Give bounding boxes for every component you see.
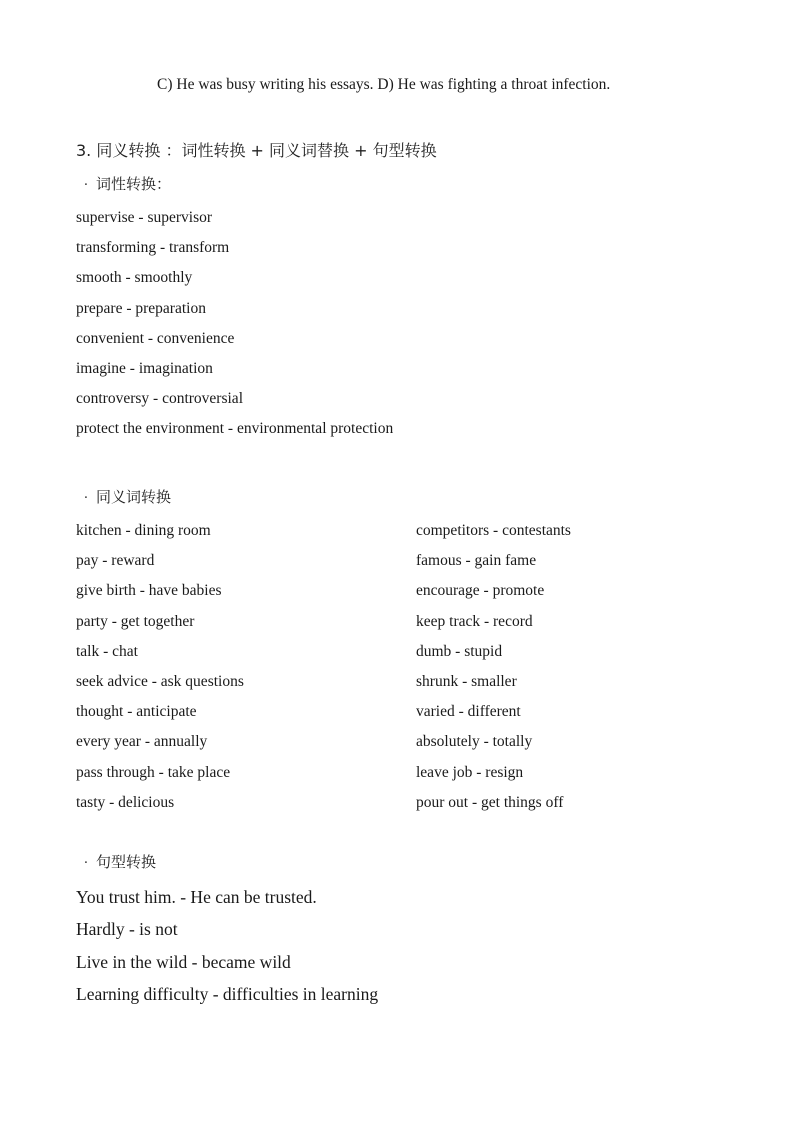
list-item: competitors - contestants <box>416 522 571 539</box>
sentence-patterns-list <box>76 881 378 1010</box>
list-item: thought - anticipate <box>76 703 197 721</box>
list-item: kitchen - dining room <box>76 522 211 539</box>
list-item: famous - gain fame <box>416 552 537 570</box>
list-item: imagine - imagination <box>76 359 213 377</box>
list-item: encourage - promote <box>416 582 545 600</box>
sentence-patterns-heading-label: 句型转换 <box>96 853 157 871</box>
synonyms-left-column <box>76 516 244 818</box>
list-item: Learning difficulty - difficulties in learning <box>76 983 379 1004</box>
list-item: prepare - preparation <box>76 299 206 317</box>
section-heading: 3. 同义转换 ：词性转换 + 同义词替换 + 句型转换 <box>76 141 437 160</box>
list-item: shrunk - smaller <box>416 672 517 690</box>
list-item: talk - chat <box>76 642 138 660</box>
synonyms-right-column <box>416 516 571 818</box>
list-item: transforming - transform <box>76 239 230 257</box>
synonyms-heading <box>76 486 171 507</box>
list-item: controversy - controversial <box>76 390 243 408</box>
part-of-speech-heading <box>76 173 171 194</box>
list-item: varied - different <box>416 703 521 721</box>
list-item: every year - annually <box>76 733 208 751</box>
list-item: pass through - take place <box>76 763 231 781</box>
list-item: give birth - have babies <box>76 582 222 600</box>
list-item: absolutely - totally <box>416 733 533 751</box>
bullet-icon: · <box>83 178 89 193</box>
list-item: pay - reward <box>76 552 155 570</box>
list-item: dumb - stupid <box>416 642 503 660</box>
list-item: Live in the wild - became wild <box>76 951 291 972</box>
bullet-icon: · <box>83 856 89 871</box>
list-item: Hardly - is not <box>76 919 178 940</box>
sentence-patterns-heading <box>76 851 156 872</box>
list-item: supervise - supervisor <box>76 209 213 226</box>
list-item: tasty - delicious <box>76 793 175 811</box>
list-item: You trust him. - He can be trusted. <box>76 887 317 907</box>
synonyms-heading-label: 同义词转换 <box>96 488 172 506</box>
list-item: party - get together <box>76 612 195 630</box>
list-item: seek advice - ask questions <box>76 672 244 690</box>
list-item: pour out - get things off <box>416 793 564 811</box>
list-item: leave job - resign <box>416 763 524 781</box>
list-item: convenient - convenience <box>76 329 235 347</box>
part-of-speech-heading-label: 词性转换： <box>96 175 172 193</box>
bullet-icon: · <box>83 491 89 506</box>
answer-options-line: C) He was busy writing his essays. D) He was fighting a throat infection. <box>157 76 611 93</box>
list-item: smooth - smoothly <box>76 269 193 287</box>
part-of-speech-list <box>76 203 393 445</box>
list-item: protect the environment - environmental protection <box>76 420 394 438</box>
list-item: keep track - record <box>416 612 533 630</box>
